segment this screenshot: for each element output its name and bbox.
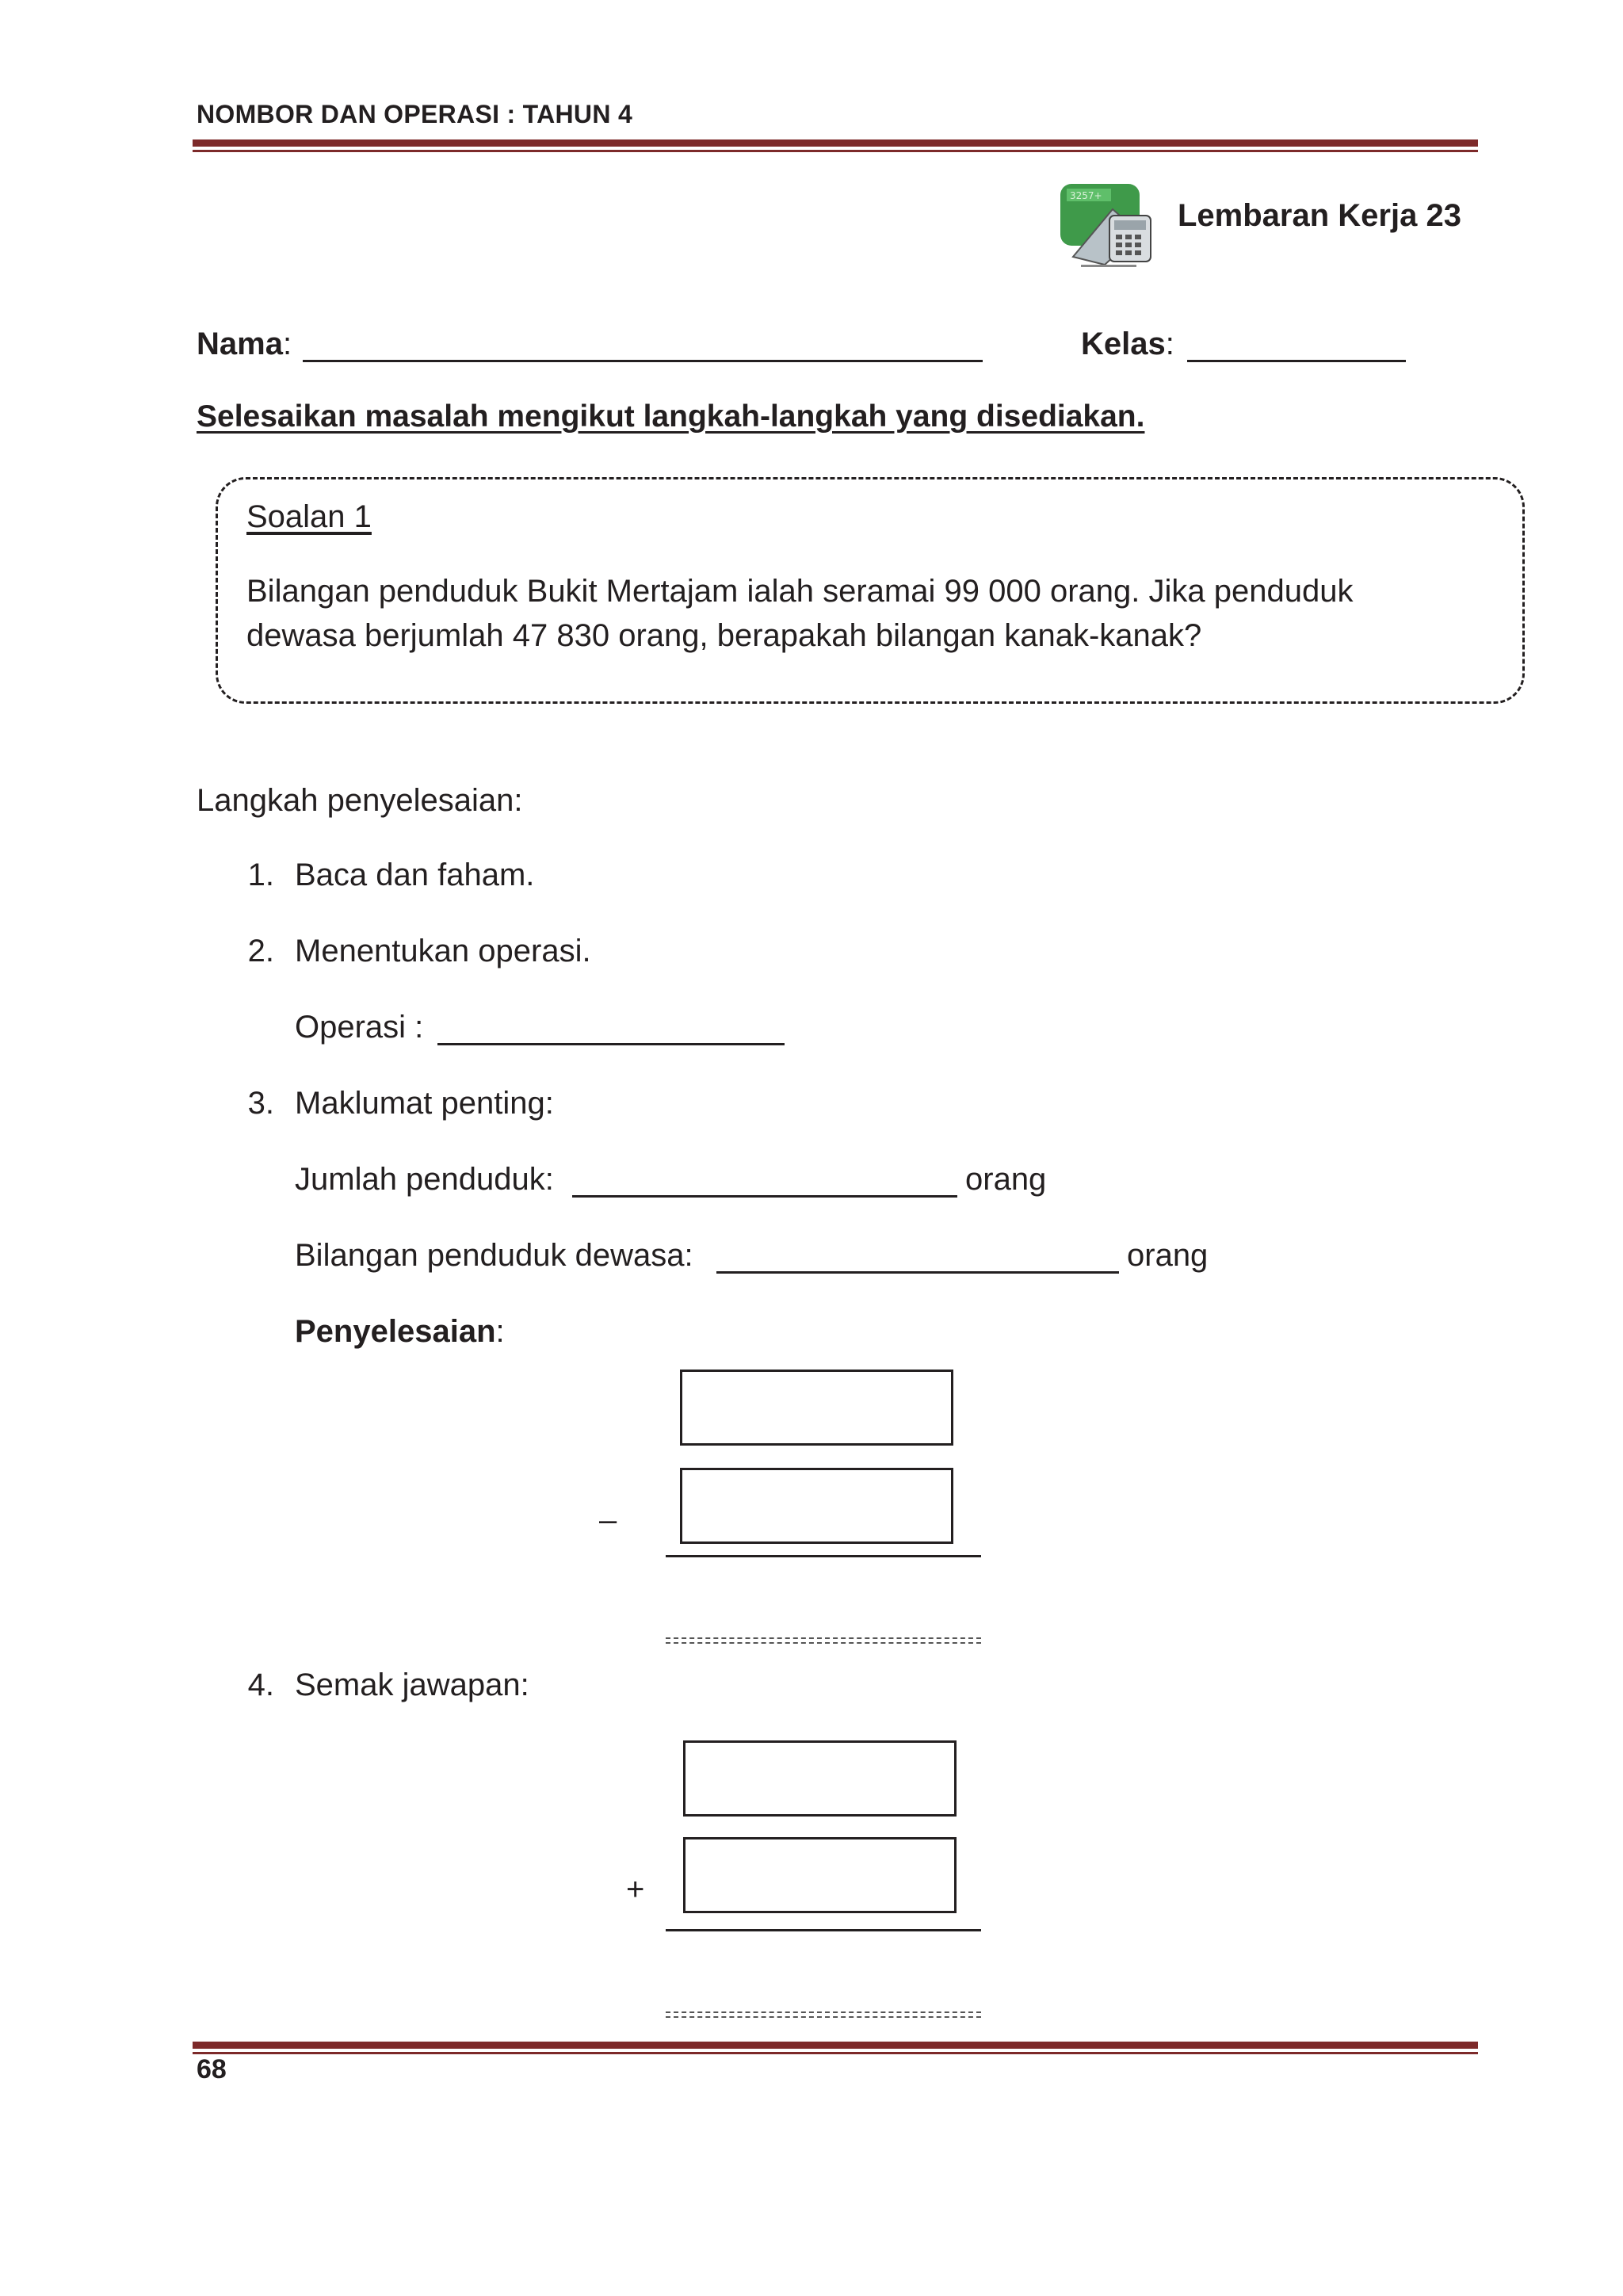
adult-population-label: Bilangan penduduk dewasa: [295,1238,693,1273]
total-population-label: Jumlah penduduk: [295,1162,554,1197]
addition-top-box[interactable] [683,1740,957,1817]
subtraction-top-box[interactable] [680,1370,953,1446]
step-2-number: 2. [247,934,274,968]
plus-sign: + [626,1872,645,1907]
instruction: Selesaikan masalah mengikut langkah-langkah yang disediakan. [197,399,1145,434]
adult-population-field[interactable] [716,1271,1119,1274]
step-3-text: Maklumat penting: [295,1086,554,1121]
subtraction-line [666,1555,981,1557]
step-1-text: Baca dan faham. [295,858,535,892]
header-rule-thin [193,150,1478,152]
step-2-text: Menentukan operasi. [295,934,591,968]
worksheet-title: Lembaran Kerja 23 [1178,198,1461,233]
question-line-1: Bilangan penduduk Bukit Mertajam ialah seramai 99 000 orang. Jika penduduk [246,574,1354,609]
class-field[interactable] [1187,360,1406,362]
operation-field[interactable] [437,1043,785,1045]
addition-answer-line[interactable] [666,2011,981,2018]
total-population-field[interactable] [572,1195,957,1198]
name-label: Nama: [197,327,292,361]
subtraction-answer-line[interactable] [666,1637,981,1644]
question-text [246,569,1483,658]
step-4-text: Semak jawapan: [295,1668,529,1702]
addition-line [666,1929,981,1931]
calculator-icon [1057,178,1160,271]
footer-rule-thin [193,2052,1478,2054]
operation-label: Operasi : [295,1010,424,1045]
svg-text:3257+: 3257+ [1070,190,1102,201]
header-rule [193,139,1478,147]
page-number: 68 [197,2054,227,2084]
subtraction-bottom-box[interactable] [680,1468,953,1544]
steps-heading: Langkah penyelesaian: [197,783,523,818]
addition-bottom-box[interactable] [683,1837,957,1913]
solution-label: Penyelesaian: [295,1314,505,1349]
question-line-2: dewasa berjumlah 47 830 orang, berapakah bilangan kanak-kanak? [246,618,1202,653]
class-label: Kelas: [1081,327,1174,361]
adult-population-unit: orang [1127,1238,1209,1273]
step-4-number: 4. [247,1668,274,1702]
header-title: NOMBOR DAN OPERASI : TAHUN 4 [197,100,633,128]
step-1-number: 1. [247,858,274,892]
total-population-unit: orang [965,1162,1047,1197]
footer-rule [193,2042,1478,2049]
minus-sign: – [599,1503,617,1538]
name-field[interactable] [303,360,983,362]
question-title: Soalan 1 [246,499,372,534]
step-3-number: 3. [247,1086,274,1121]
